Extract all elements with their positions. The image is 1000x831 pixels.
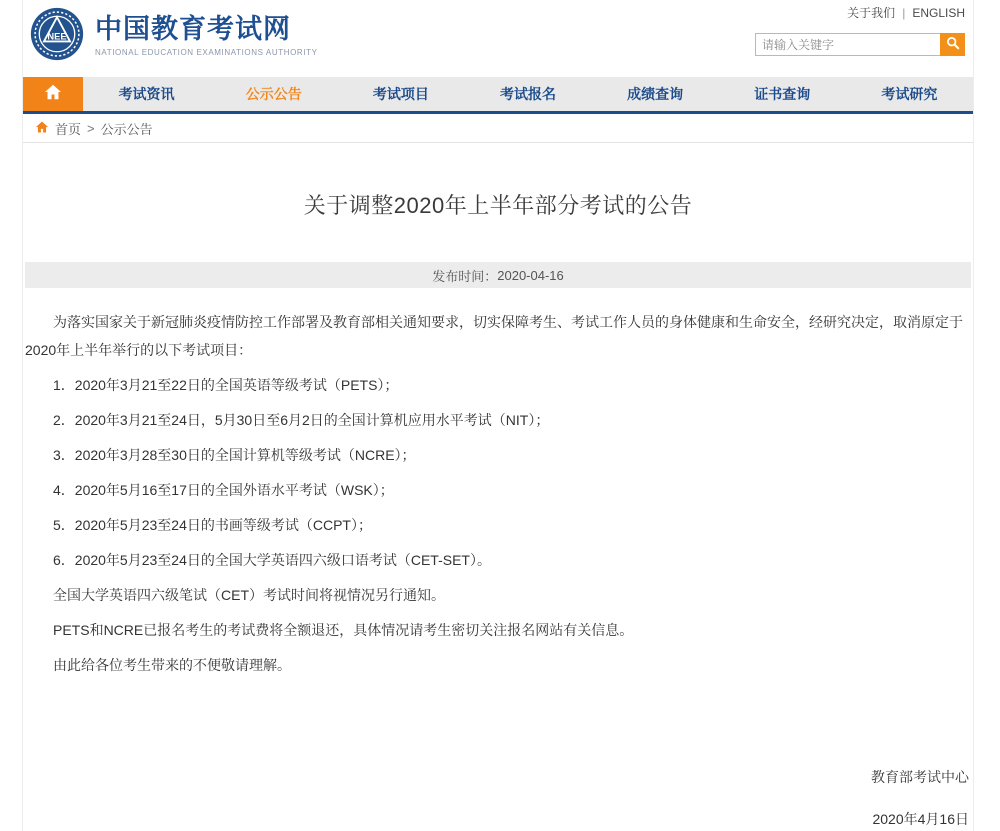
breadcrumb-current: 公示公告 — [100, 121, 153, 137]
paragraph-item-cet-set: 6．2020年5月23至24日的全国大学英语四六级口语考试（CET-SET）。 — [53, 552, 491, 568]
nav-item-score-query[interactable]: 成绩查询 — [627, 86, 684, 102]
paragraph-item-wsk: 4．2020年5月16至17日的全国外语水平考试（WSK）； — [53, 482, 394, 498]
neea-logo-icon — [29, 6, 85, 62]
paragraph-item-pets: 1．2020年3月21至22日的全国英语等级考试（PETS）； — [53, 377, 399, 393]
home-button[interactable] — [23, 77, 83, 111]
nav-item-exam-news[interactable]: 考试资讯 — [118, 86, 175, 102]
page-container — [22, 0, 974, 831]
nav-item-exam-registration[interactable]: 考试报名 — [499, 86, 556, 102]
paragraph-apology: 由此给各位考生带来的不便敬请理解。 — [53, 657, 291, 673]
svg-text:NEE: NEE — [47, 31, 67, 42]
paragraph-item-ccpt: 5．2020年5月23至24日的书画等级考试（CCPT）； — [53, 517, 372, 533]
paragraph-intro: 为落实国家关于新冠肺炎疫情防控工作部署及教育部相关通知要求，切实保障考生、考试工作人员的身体健康和生命安全，经研究决定，取消原定于2020年上半年举行的以下考试项目： — [25, 314, 963, 358]
home-icon — [44, 84, 62, 105]
signature-block — [25, 767, 971, 829]
main-nav — [23, 77, 973, 114]
paragraph-item-nit: 2．2020年3月21至24日，5月30日至6月2日的全国计算机应用水平考试（NIT）； — [53, 412, 550, 428]
search-box — [755, 33, 965, 56]
breadcrumb-separator: > — [87, 120, 95, 136]
brand-text — [95, 11, 318, 57]
about-us-link[interactable]: 关于我们 — [847, 6, 896, 20]
paragraph-refund: PETS和NCRE已报名考生的考试费将全额退还，具体情况请考生密切关注报名网站有关信息。 — [53, 622, 634, 638]
paragraph-cet-notice: 全国大学英语四六级笔试（CET）考试时间将视情况另行通知。 — [53, 587, 445, 603]
nav-item-public-notices[interactable]: 公示公告 — [245, 86, 302, 102]
article — [23, 189, 973, 829]
publish-date-bar — [25, 262, 971, 288]
signature-org: 教育部考试中心 — [871, 769, 969, 785]
nav-item-exam-research[interactable]: 考试研究 — [881, 86, 938, 102]
search-input[interactable] — [755, 33, 940, 56]
search-button[interactable] — [940, 33, 965, 56]
site-subtitle: NATIONAL EDUCATION EXAMINATIONS AUTHORITY — [95, 47, 318, 57]
english-link[interactable]: ENGLISH — [912, 6, 965, 20]
breadcrumb — [23, 114, 973, 143]
site-header — [23, 0, 973, 77]
brand — [29, 6, 318, 62]
breadcrumb-home-link[interactable]: 首页 — [55, 121, 82, 137]
nav-item-exam-programs[interactable]: 考试项目 — [372, 86, 429, 102]
publish-date-value: 2020-04-16 — [497, 267, 564, 283]
paragraph-item-ncre: 3．2020年3月28至30日的全国计算机等级考试（NCRE）； — [53, 447, 416, 463]
search-icon — [946, 36, 960, 53]
publish-date-label: 发布时间： — [432, 268, 498, 284]
nav-item-certificate-query[interactable]: 证书查询 — [754, 86, 811, 102]
breadcrumb-home-icon — [35, 121, 49, 136]
signature-date: 2020年4月16日 — [872, 811, 969, 827]
topbar-separator: | — [902, 6, 906, 20]
site-title: 中国教育考试网 — [95, 14, 291, 45]
topbar — [847, 4, 965, 21]
article-body — [25, 308, 971, 679]
article-title: 关于调整2020年上半年部分考试的公告 — [303, 193, 693, 218]
